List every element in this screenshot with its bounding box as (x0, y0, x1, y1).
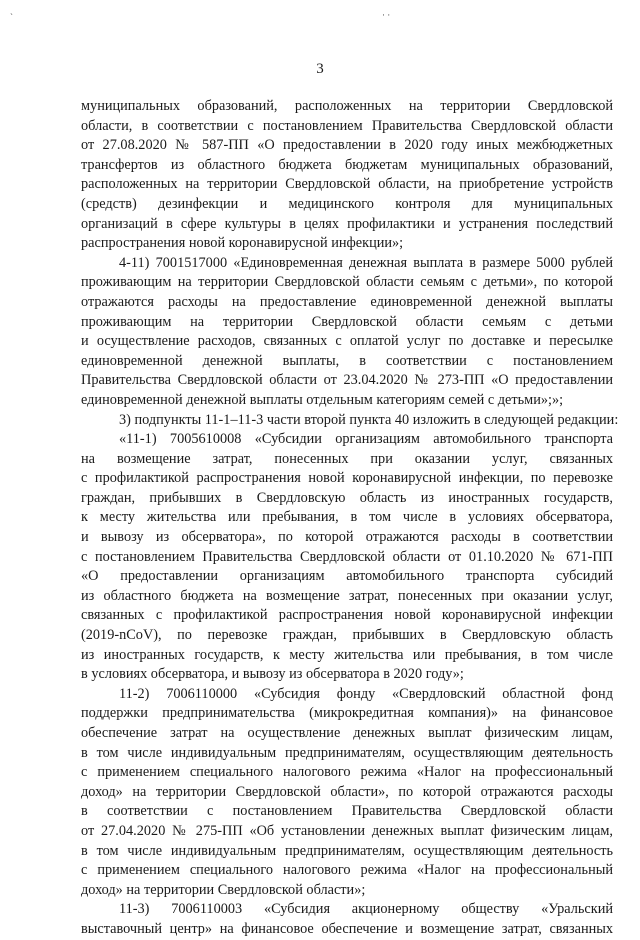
text-line: с применением специального налогового режима «Налог на профессиональный (81, 862, 613, 879)
text-line: «11-1) 7005610008 «Субсидии организациям автомобильного транспорта (119, 431, 613, 448)
text-line: с профилактикой распространения новой коронавирусной инфекции, по перевозке (81, 470, 613, 487)
text-line: в условиях обсерватора, и вывозу из обсерватора в 2020 году»; (81, 666, 464, 683)
text-line: трансфертов из областного бюджета бюджетам муниципальных образований, (81, 156, 613, 173)
text-line: граждан, прибывших в Свердловскую область из иностранных государств, (81, 489, 613, 506)
page-number: 3 (316, 61, 324, 77)
text-line: единовременной денежной выплаты отдельным категориям семей с детьми»;»; (81, 391, 564, 408)
text-line: 3) подпункты 11-1–11-3 части второй пункта 40 изложить в следующей редакции: (119, 411, 619, 428)
text-line: обеспечение затрат на осуществление денежных выплат физическим лицам, (81, 725, 613, 741)
text-line: доход» на территории Свердловской области», по которой отражаются расходы (81, 783, 613, 800)
text-line: единовременной денежной выплаты, в соответствии с постановлением (81, 352, 613, 369)
text-line: от 27.08.2020 № 587-ПП «О предоставлении в 2020 году иных межбюджетных (81, 137, 613, 154)
text-line: от 27.04.2020 № 275-ПП «Об установлении денежных выплат физическим лицам, (81, 822, 613, 839)
text-line: 4-11) 7001517000 «Единовременная денежная выплата в размере 5000 рублей (119, 254, 613, 271)
text-line: с постановлением Правительства Свердловской области от 01.10.2020 № 671-ПП (81, 548, 613, 565)
text-line: в соответствии с постановлением Правительства Свердловской области (81, 803, 613, 820)
text-line: с применением специального налогового режима «Налог на профессиональный (81, 764, 613, 781)
text-line: расположенных на территории Свердловской области, на приобретение устройств (81, 176, 613, 193)
text-line: области, в соответствии с постановлением Правительства Свердловской области (81, 117, 613, 134)
text-line: из областного бюджета на возмещение затрат, понесенных при оказании услуг, (81, 587, 613, 604)
text-line: отражаются расходы на предоставление единовременной денежной выплаты (81, 293, 613, 310)
text-line: из иностранных государств, к месту жительства или пребывания, в том числе (81, 646, 613, 663)
text-line: Правительства Свердловской области от 23.04.2020 № 273-ПП «О предоставлении (81, 372, 613, 389)
text-line: в том числе индивидуальным предпринимателям, осуществляющим деятельность (81, 744, 613, 761)
text-line: 11-3) 7006110003 «Субсидия акционерному обществу «Уральский (119, 901, 613, 918)
text-line: в том числе индивидуальным предпринимателям, осуществляющим деятельность (81, 842, 613, 859)
text-line: к месту жительства или пребывания, в том числе в условиях обсерватора, (81, 509, 613, 526)
text-line: «О предоставлении организациям автомобильного транспорта субсидий (81, 568, 613, 585)
text-line: муниципальных образований, расположенных на территории Свердловской (81, 98, 613, 114)
text-line: и осуществление расходов, связанных с оплатой услуг по доставке и пересылке (81, 333, 613, 350)
text-line: выставочный центр» на финансовое обеспечение и возмещение затрат, связанных (81, 920, 613, 937)
text-line: организаций в сфере культуры в целях профилактики и устранения последствий (81, 215, 613, 232)
text-line: проживающим на территории Свердловской области семьям с детьми (81, 313, 613, 330)
text-line: проживающим на территории Свердловской области семьям с детьми», по которой (81, 274, 613, 291)
text-line: (2019-nCoV), по перевозке граждан, прибывших в Свердловскую область (81, 627, 613, 644)
text-line: (средств) дезинфекции и медицинского контроля для муниципальных (81, 195, 613, 212)
scan-artifact-mark: ` (10, 12, 13, 22)
text-line: доход» на территории Свердловской области»; (81, 881, 366, 898)
text-line: и вывозу из обсерватора», по которой отражаются расходы в соответствии (81, 529, 613, 546)
document-body (81, 97, 619, 940)
text-line: на возмещение затрат, понесенных при оказании услуг, связанных (81, 450, 613, 467)
text-line: 11-2) 7006110000 «Субсидия фонду «Свердловский областной фонд (119, 685, 613, 702)
scan-artifact-mark: · · (382, 10, 391, 20)
text-line: распространения новой коронавирусной инфекции»; (81, 235, 404, 252)
text-line: поддержки предпринимательства (микрокредитная компания)» на финансовое (81, 705, 613, 722)
text-line: связанных с профилактикой распространения новой коронавирусной инфекции (81, 607, 613, 624)
